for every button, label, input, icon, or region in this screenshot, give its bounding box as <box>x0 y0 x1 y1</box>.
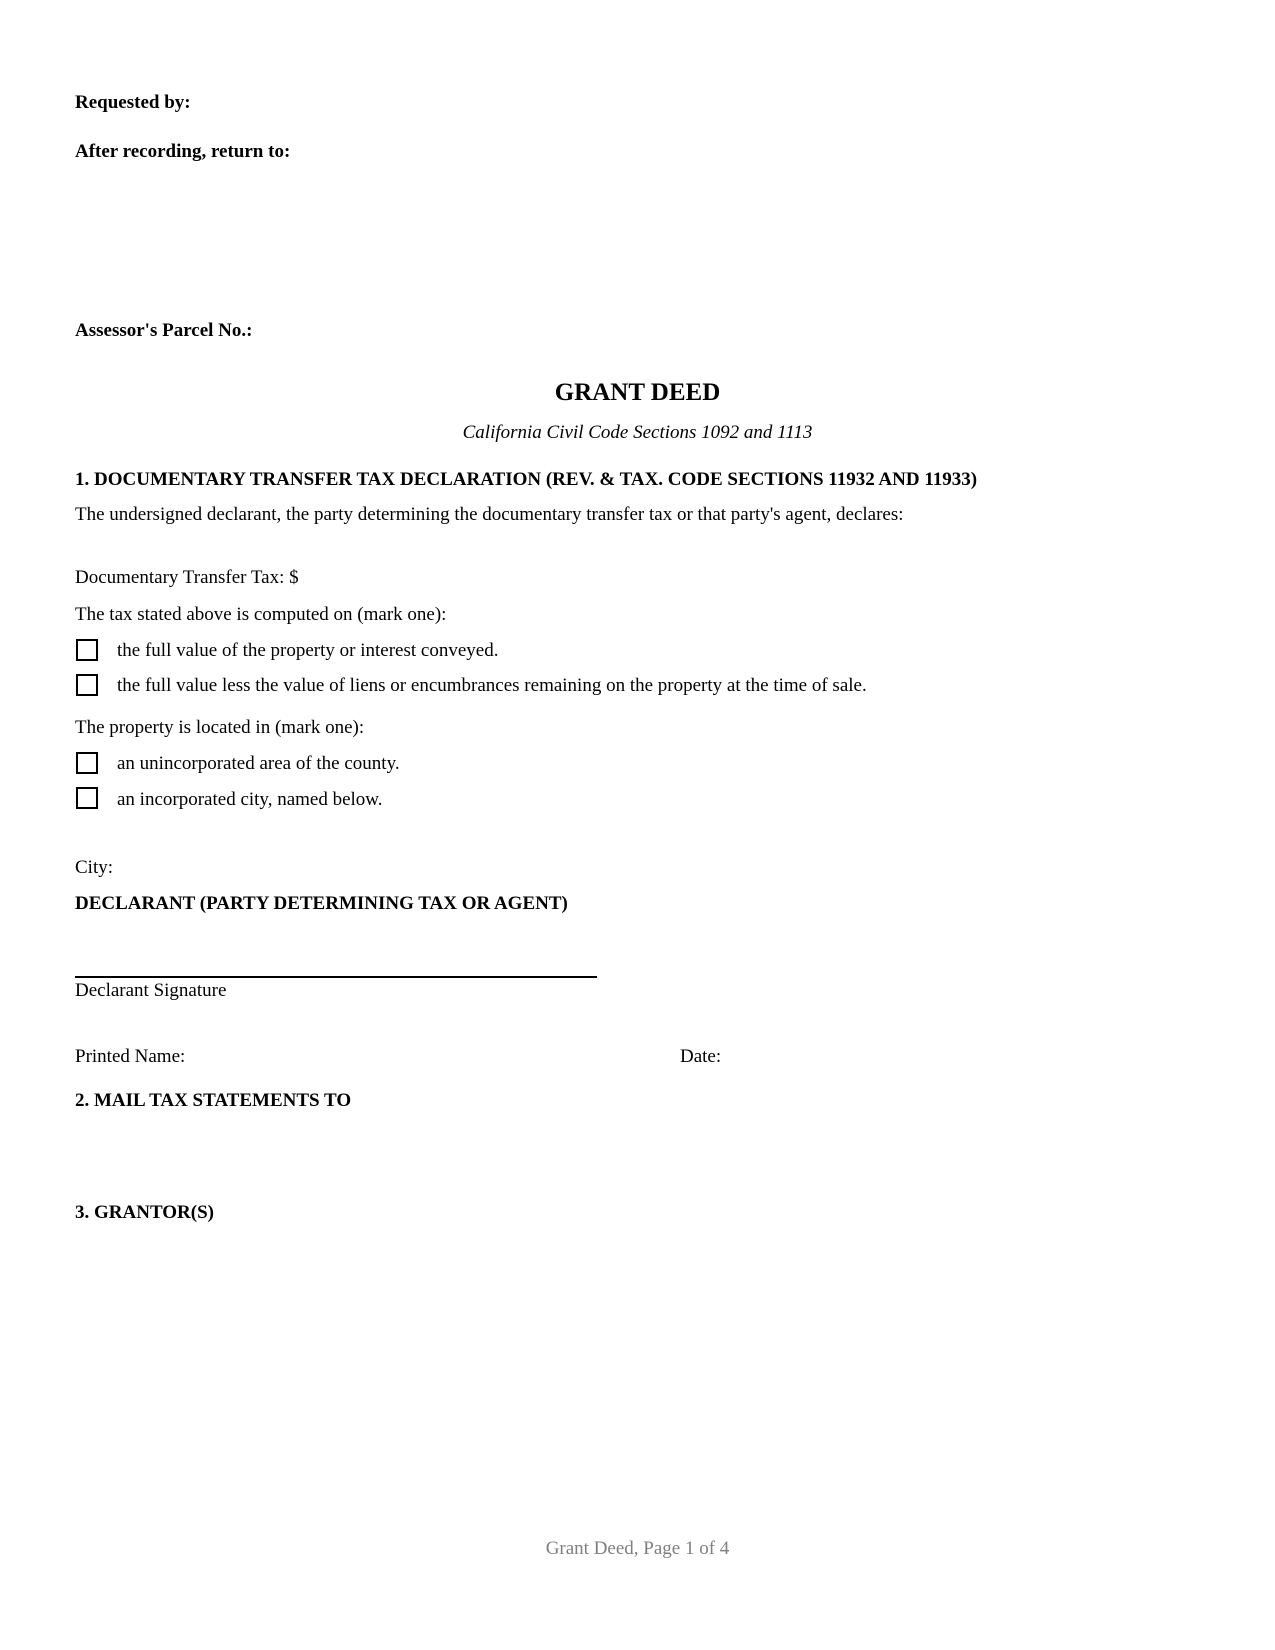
section-3-heading: 3. GRANTOR(S) <box>75 1202 214 1223</box>
printed-name-label: Printed Name: <box>75 1046 186 1067</box>
section-1-intro: The undersigned declarant, the party determining the documentary transfer tax or that party's agent, declares: <box>75 504 904 525</box>
computed-on-less-liens-label: the full value less the value of liens or encumbrances remaining on the property at the time of sale. <box>117 675 867 696</box>
requested-by-label: Requested by: <box>75 92 191 113</box>
page-footer: Grant Deed, Page 1 of 4 <box>545 1538 730 1559</box>
section-1-heading: 1. DOCUMENTARY TRANSFER TAX DECLARATION (REV. & TAX. CODE SECTIONS 11932 AND 11933) <box>75 469 978 490</box>
section-2-heading: 2. MAIL TAX STATEMENTS TO <box>75 1090 352 1111</box>
incorporated-city-label: an incorporated city, named below. <box>117 789 383 810</box>
incorporated-city-checkbox[interactable] <box>76 787 98 809</box>
signature-label: Declarant Signature <box>75 980 227 1001</box>
date-label: Date: <box>680 1046 722 1067</box>
city-label: City: <box>75 857 114 878</box>
declarant-heading: DECLARANT (PARTY DETERMINING TAX OR AGENT) <box>75 893 568 914</box>
computed-on-label: The tax stated above is computed on (mark one): <box>75 604 447 625</box>
page-title: GRANT DEED <box>554 379 721 406</box>
signature-line[interactable] <box>75 976 597 978</box>
computed-on-full-value-label: the full value of the property or interest conveyed. <box>117 640 499 661</box>
transfer-tax-label: Documentary Transfer Tax: $ <box>75 567 299 588</box>
unincorporated-area-label: an unincorporated area of the county. <box>117 753 400 774</box>
unincorporated-area-checkbox[interactable] <box>76 752 98 774</box>
located-in-label: The property is located in (mark one): <box>75 717 365 738</box>
computed-on-full-value-checkbox[interactable] <box>76 639 98 661</box>
computed-on-less-liens-checkbox[interactable] <box>76 674 98 696</box>
page-subtitle: California Civil Code Sections 1092 and 1113 <box>462 422 813 443</box>
parcel-number-label: Assessor's Parcel No.: <box>75 320 253 341</box>
return-to-label: After recording, return to: <box>75 141 291 162</box>
